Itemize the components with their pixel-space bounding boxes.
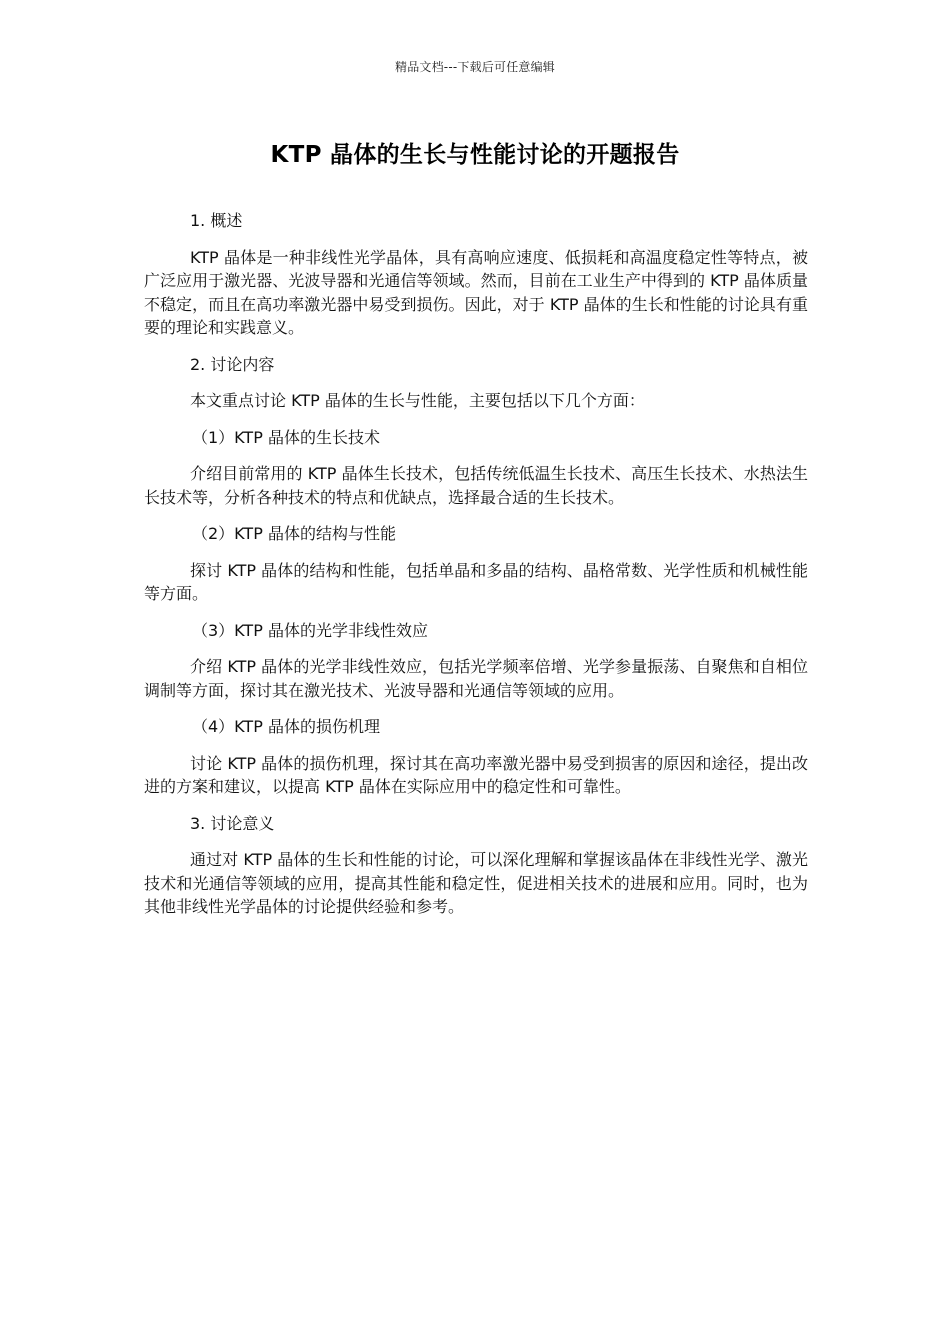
header-note: 精品文档---下载后可任意编辑 [395,60,555,74]
subsection-1-paragraph: 介绍目前常用的 KTP 晶体生长技术，包括传统低温生长技术、高压生长技术、水热法生长技术等，分析各种技术的特点和优缺点，选择最合适的生长技术。 [144,464,808,507]
subsection-1-heading: （1）KTP 晶体的生长技术 [192,427,380,447]
section-2-intro: 本文重点讨论 KTP 晶体的生长与性能，主要包括以下几个方面： [190,391,645,410]
section-1-heading: 1. 概述 [190,211,243,230]
subsection-3-paragraph: 介绍 KTP 晶体的光学非线性效应，包括光学频率倍增、光学参量振荡、自聚焦和自相位调制等方面，探讨其在激光技术、光波导器和光通信等领域的应用。 [144,657,808,700]
subsection-4-heading: （4）KTP 晶体的损伤机理 [192,717,380,736]
document-body [144,209,808,932]
subsection-2-paragraph: 探讨 KTP 晶体的结构和性能，包括单晶和多晶的结构、晶格常数、光学性质和机械性能等方面。 [144,560,808,603]
section-3-paragraph: 通过对 KTP 晶体的生长和性能的讨论，可以深化理解和掌握该晶体在非线性光学、激光技术和光通信等领域的应用，提高其性能和稳定性，促进相关技术的进展和应用。同时，也为其他非线性光学晶体的讨论提供经验和参考。 [144,850,808,916]
document-title: KTP 晶体的生长与性能讨论的开题报告 [270,142,680,168]
section-1-paragraph: KTP 晶体是一种非线性光学晶体，具有高响应速度、低损耗和高温度稳定性等特点，被广泛应用于激光器、光波导器和光通信等领域。然而，目前在工业生产中得到的 KTP 晶体质量不稳定，而且在高功率激光器中易受到损伤。因此，对于 KTP 晶体的生长和性能的讨论具有重要的理论和实践意义。 [144,247,808,337]
subsection-2-heading: （2）KTP 晶体的结构与性能 [192,524,396,543]
subsection-4-paragraph: 讨论 KTP 晶体的损伤机理，探讨其在高功率激光器中易受到损害的原因和途径，提出改进的方案和建议，以提高 KTP 晶体在实际应用中的稳定性和可靠性。 [144,753,808,796]
section-3-heading: 3. 讨论意义 [190,813,275,833]
subsection-3-heading: （3）KTP 晶体的光学非线性效应 [192,620,428,640]
section-2-heading: 2. 讨论内容 [190,354,275,374]
